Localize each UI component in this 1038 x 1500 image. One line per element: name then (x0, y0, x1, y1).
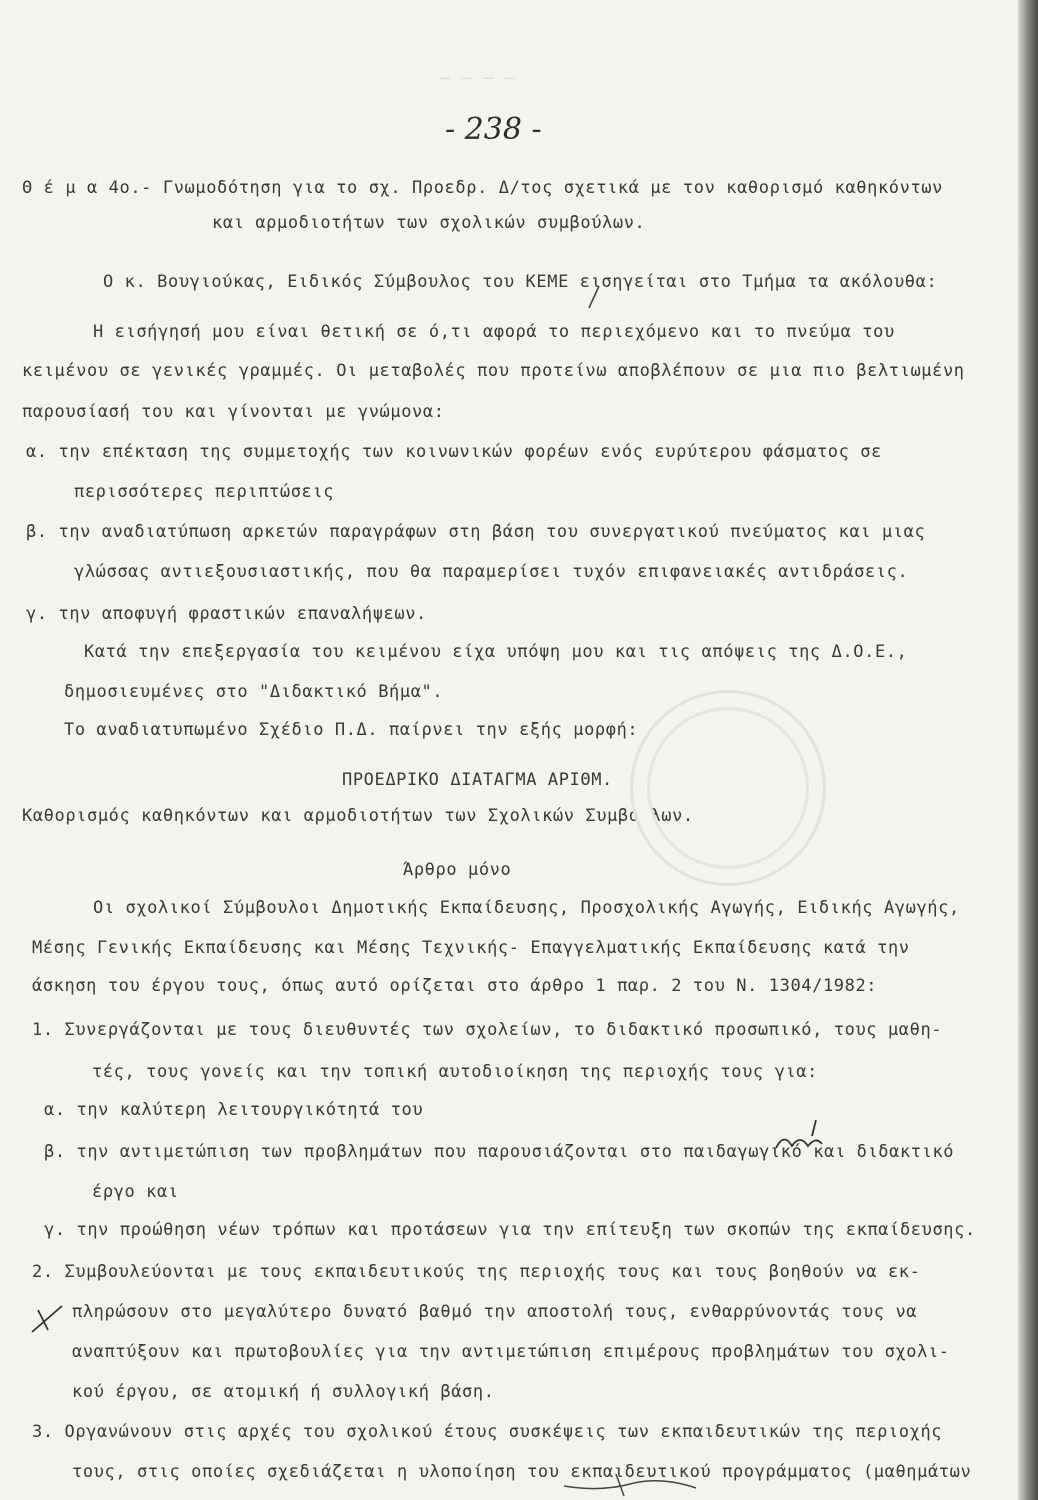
paragraph-line: Το αναδιατυπωμένο Σχέδιο Π.Δ. παίρνει την εξής μορφή: (64, 720, 639, 740)
numbered-item-cont: τους, στις οποίες σχεδιάζεται η υλοποίηση του εκπαιδευτικού προγράμματος (μαθημάτων (72, 1462, 972, 1482)
list-item: α. την επέκταση της συμμετοχής των κοινωνικών φορέων ενός ευρύτερου φάσματος σε (26, 442, 882, 462)
paragraph-line: Οι σχολικοί Σύμβουλοι Δημοτικής Εκπαίδευσης, Προσχολικής Αγωγής, Ειδικής Αγωγής, (93, 898, 960, 918)
sub-item: γ. την προώθηση νέων τρόπων και προτάσεων για την επίτευξη των σκοπών της εκπαίδευσης. (44, 1220, 976, 1240)
numbered-item: 1. Συνεργάζονται με τους διευθυντές των σχολείων, το διδακτικό προσωπικό, τους μαθη- (32, 1020, 943, 1040)
numbered-item-cont: τές, τους γονείς και την τοπική αυτοδιοίκηση της περιοχής τους για: (92, 1062, 818, 1082)
sub-item: α. την καλύτερη λειτουργικότητά του (44, 1100, 424, 1120)
rapporteur-intro: Ο κ. Βουγιούκας, Ειδικός Σύμβουλος του ΚΕΜΕ εισηγείται στο Τμήμα τα ακόλουθα: (103, 272, 938, 292)
sub-item: β. την αντιμετώπιση των προβλημάτων που παρουσιάζονται στο παιδαγωγικό και διδακτικό (44, 1142, 955, 1162)
topic-heading: Θ έ μ α 4ο.- Γνωμοδότηση για το σχ. Προεδρ. Δ/τος σχετικά με τον καθορισμό καθηκόντων (22, 178, 943, 198)
decree-title: ΠΡΟΕΔΡΙΚΟ ΔΙΑΤΑΓΜΑ ΑΡΙΘΜ. (342, 770, 613, 790)
list-item-cont: περισσότερες περιπτώσεις (74, 482, 335, 502)
handwritten-correction (770, 1110, 830, 1160)
stamp-seal (630, 690, 826, 886)
paragraph-line: Η εισήγησή μου είναι θετική σε ό,τι αφορά το περιεχόμενο και το πνεύμα του (93, 322, 895, 342)
pen-mark (28, 1300, 68, 1336)
article-heading: Άρθρο μόνο (403, 860, 512, 880)
paragraph-line: Κατά την επεξεργασία του κειμένου είχα υπόψη μου και τις απόψεις της Δ.Ο.Ε., (84, 642, 908, 662)
paragraph-line: παρουσίασή του και γίνονται με γνώμονα: (22, 402, 445, 422)
numbered-item-cont: πληρώσουν στο μεγαλύτερο δυνατό βαθμό την αποστολή τους, ενθαρρύνοντάς τους να (72, 1302, 918, 1322)
pen-scribble (560, 1470, 700, 1500)
numbered-item-cont: αναπτύξουν και πρωτοβουλίες για την αντιμετώπιση επιμέρους προβλημάτων του σχολι- (72, 1342, 950, 1362)
list-item: β. την αναδιατύπωση αρκετών παραγράφων στη βάση του συνεργατικού πνεύματος και μιας (26, 522, 926, 542)
list-item-cont: γλώσσας αντιεξουσιαστικής, που θα παραμερίσει τυχόν επιφανειακές αντιδράσεις. (74, 562, 909, 582)
paragraph-line: δημοσιευμένες στο "Διδακτικό Βήμα". (64, 682, 444, 702)
numbered-item: 3. Οργανώνουν στις αρχές του σχολικού έτους συσκέψεις των εκπαιδευτικών της περιοχής (32, 1422, 943, 1442)
pen-mark (585, 282, 605, 312)
paragraph-line: κειμένου σε γενικές γραμμές. Οι μεταβολές που προτείνω αποβλέπουν σε μια πιο βελτιωμένη (22, 361, 965, 381)
sub-item-cont: έργο και (92, 1182, 179, 1202)
show-through: — — — — (440, 68, 516, 88)
paragraph-line: άσκηση του έργου τους, όπως αυτό ορίζεται στο άρθρο 1 παρ. 2 του Ν. 1304/1982: (32, 976, 878, 996)
list-item: γ. την αποφυγή φραστικών επαναλήψεων. (26, 604, 427, 624)
numbered-item: 2. Συμβουλεύονται με τους εκπαιδευτικούς της περιοχής τους και τους βοηθούν να εκ- (32, 1262, 921, 1282)
topic-heading-cont: και αρμοδιοτήτων των σχολικών συμβούλων. (212, 213, 646, 233)
numbered-item-cont: κού έργου, σε ατομική ή συλλογική βάση. (72, 1382, 495, 1402)
page-number: - 238 - (445, 112, 542, 147)
binding-edge (1018, 0, 1038, 1500)
decree-subject: Καθορισμός καθηκόντων και αρμοδιοτήτων των Σχολικών Συμβούλων. (22, 806, 694, 826)
paragraph-line: Μέσης Γενικής Εκπαίδευσης και Μέσης Τεχνικής- Επαγγελματικής Εκπαίδευσης κατά την (32, 938, 910, 958)
